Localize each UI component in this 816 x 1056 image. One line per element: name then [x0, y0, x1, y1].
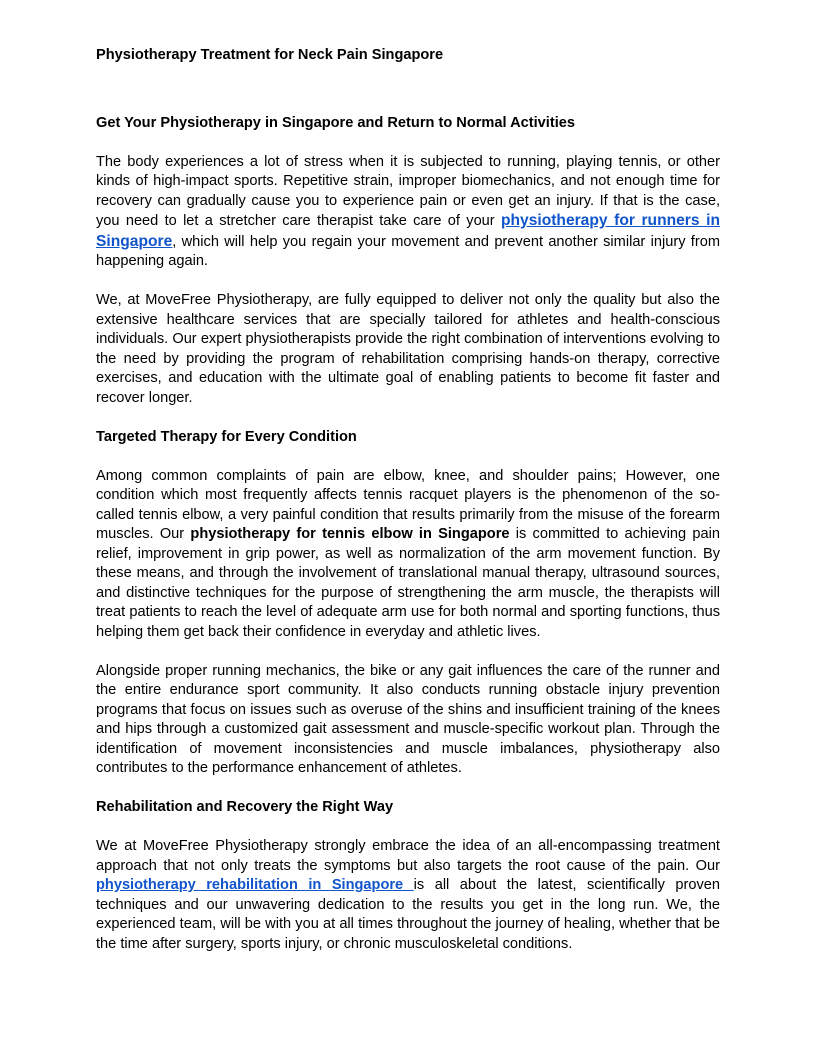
paragraph-rehabilitation-approach	[96, 837, 720, 954]
document-title: Physiotherapy Treatment for Neck Pain Singapore	[96, 47, 444, 63]
section-heading-targeted-therapy: Targeted Therapy for Every Condition	[96, 428, 357, 445]
section-heading-rehabilitation: Rehabilitation and Recovery the Right Way	[96, 799, 394, 815]
paragraph-text: The body experiences a lot of stress when it is subjected to running, playing tennis, or other kinds of high-impact sports. Repetitive strain, improper biomechanics, and not enough time for recovery can gradually cause you to experience pain or even get an injury. If that is the case, you need to let a stretcher care therapist take care of your	[96, 153, 720, 229]
paragraph-text: , which will help you regain your movement and prevent another similar injury from happening again.	[96, 233, 720, 269]
link-physiotherapy-for-runners[interactable]: physiotherapy for runners in Singapore	[96, 212, 720, 250]
paragraph-text: Among common complaints of pain are elbow, knee, and shoulder pains; However, one condition which most frequently affects tennis racquet players is the phenomenon of the so-called tennis elbow, a very painful condition that results primarily from the misuse of the forearm muscles. Our	[96, 467, 720, 542]
bold-tennis-elbow-phrase: physiotherapy for tennis elbow in Singapore	[190, 526, 510, 542]
paragraph-tennis-elbow	[96, 467, 720, 643]
paragraph-text: is committed to achieving pain relief, improvement in grip power, as well as normalization of the arm movement function. By these means, and through the involvement of translational manual therapy, ultrasound sources, and distinctive techniques for the purpose of strengthening the arm muscle, the therapists will treat patients to reach the level of adequate arm use for both normal and sporting functions, thus helping them get back their confidence in everyday and athletic lives.	[96, 526, 721, 640]
section-heading-physiotherapy-singapore: Get Your Physiotherapy in Singapore and Return to Normal Activities	[96, 114, 575, 131]
document-page	[96, 46, 720, 954]
paragraph-body-stress	[96, 153, 720, 272]
paragraph-running-mechanics: Alongside proper running mechanics, the bike or any gait influences the care of the runner and the entire endurance sport community. It also conducts running obstacle injury prevention programs that focus on issues such as overuse of the shins and insufficient training of the knees and hips through a customized gait assessment and muscle-specific workout plan. Through the identification of movement inconsistencies and muscle imbalances, physiotherapy also contributes to the performance enhancement of athletes.	[96, 662, 720, 776]
paragraph-text: We at MoveFree Physiotherapy strongly embrace the idea of an all-encompassing treatment approach that not only treats the symptoms but also targets the root cause of the pain. Our	[96, 838, 720, 874]
paragraph-text: is all about the latest, scientifically proven techniques and our unwavering dedication to the results you get in the long run. We, the experienced team, will be with you at all times throughout the journey of healing, whether that be the time after surgery, sports injury, or chronic musculoskeletal conditions.	[96, 877, 720, 952]
paragraph-movefree-services: We, at MoveFree Physiotherapy, are fully equipped to deliver not only the quality but also the extensive healthcare services that are specially tailored for athletes and health-conscious individuals. Our expert physiotherapists provide the right combination of interventions evolving to the need by providing the program of rehabilitation comprising hands-on therapy, corrective exercises, and education with the ultimate goal of enabling patients to become fit faster and recover longer.	[96, 292, 720, 406]
link-physiotherapy-rehabilitation[interactable]: physiotherapy rehabilitation in Singapore	[96, 877, 414, 893]
